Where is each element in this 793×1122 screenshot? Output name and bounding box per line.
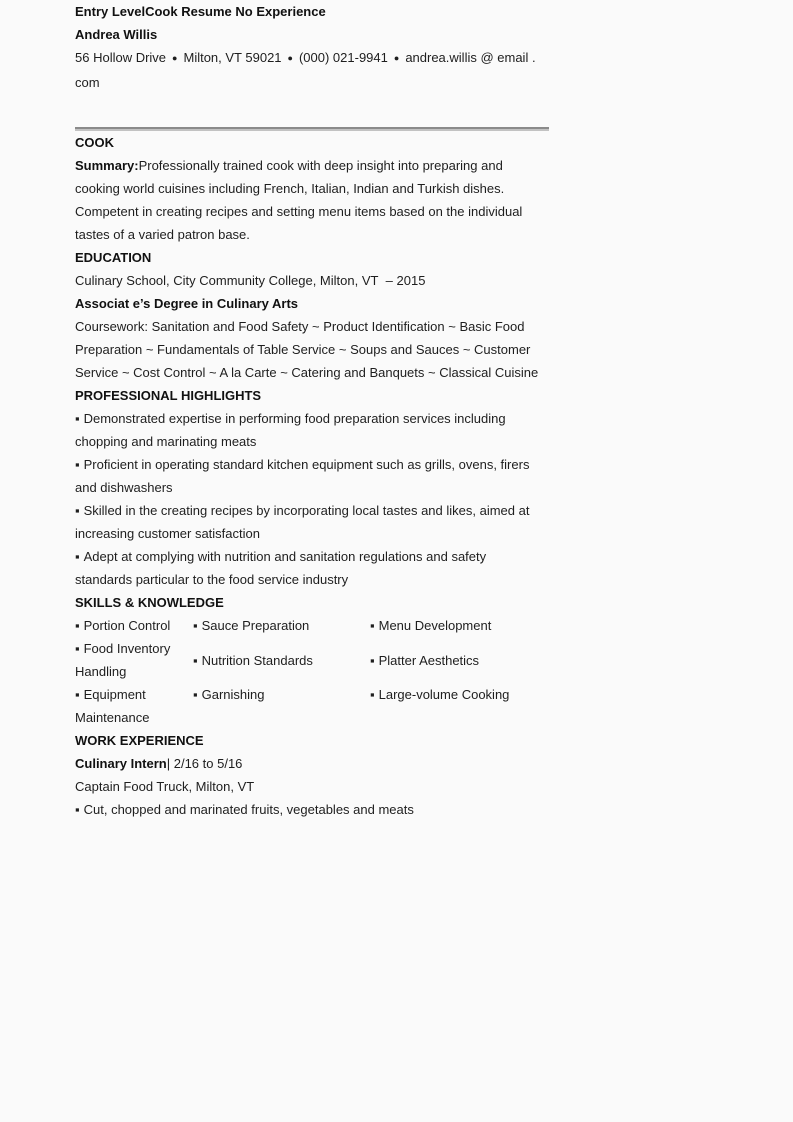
square-bullet-icon: ▪ xyxy=(193,652,198,668)
summary-text: Professionally trained cook with deep insight into preparing and cooking world cuisines including French, Italian, Indian and Turkish dishes. Competent in creating recipes and setting menu items based on the individual tastes of a varied patron base. xyxy=(75,158,523,242)
highlight-text: Proficient in operating standard kitchen equipment such as grills, ovens, firers and dishwashers xyxy=(75,457,530,495)
skill-item xyxy=(193,649,370,672)
skill-text: Platter Aesthetics xyxy=(378,652,480,668)
job-title-line xyxy=(75,752,545,775)
heading-skills-knowledge: SKILLS & KNOWLEDGE xyxy=(75,595,224,610)
bullet-separator-icon: ● xyxy=(393,53,400,63)
square-bullet-icon: ▪ xyxy=(75,687,80,702)
square-bullet-icon: ▪ xyxy=(370,652,375,668)
skill-text: Garnishing xyxy=(201,687,265,702)
contact-email: andrea.willis @ email . com xyxy=(75,50,536,90)
skill-item xyxy=(370,614,545,637)
square-bullet-icon: ▪ xyxy=(75,618,80,633)
highlight-item xyxy=(75,499,545,545)
skill-item xyxy=(75,637,193,683)
heading-professional-highlights: PROFESSIONAL HIGHLIGHTS xyxy=(75,388,262,403)
highlight-text: Adept at complying with nutrition and sanitation regulations and safety standards particular to the food service industry xyxy=(75,549,487,587)
square-bullet-icon: ▪ xyxy=(75,802,80,817)
job-employer: Captain Food Truck, Milton, VT xyxy=(75,779,255,794)
job-duty-item xyxy=(75,798,545,821)
job-duty-text: Cut, chopped and marinated fruits, vegetables and meats xyxy=(83,802,414,817)
skill-text: Sauce Preparation xyxy=(201,618,310,633)
job-dates: | 2/16 to 5/16 xyxy=(166,756,243,771)
skill-text: Portion Control xyxy=(83,618,171,633)
candidate-name: Andrea Willis xyxy=(75,27,158,42)
skill-item xyxy=(193,683,370,706)
skill-item xyxy=(370,683,545,706)
highlight-item xyxy=(75,545,545,591)
skill-text: Large-volume Cooking xyxy=(378,687,510,702)
skills-grid xyxy=(75,614,545,729)
contact-address: 56 Hollow Drive xyxy=(75,50,167,65)
heading-cook: COOK xyxy=(75,135,114,150)
page-title: Entry LevelCook Resume No Experience xyxy=(75,4,326,19)
skill-item xyxy=(75,683,193,729)
summary-paragraph xyxy=(75,154,545,246)
square-bullet-icon: ▪ xyxy=(370,687,375,702)
square-bullet-icon: ▪ xyxy=(75,503,80,518)
heading-work-experience: WORK EXPERIENCE xyxy=(75,733,204,748)
contact-line xyxy=(75,46,545,94)
skill-text: Nutrition Standards xyxy=(201,652,313,668)
contact-city: Milton, VT 59021 xyxy=(183,50,282,65)
heading-education: EDUCATION xyxy=(75,250,152,265)
square-bullet-icon: ▪ xyxy=(75,411,80,426)
skill-text: Menu Development xyxy=(378,618,492,633)
skill-text: Food Inventory Handling xyxy=(75,641,171,679)
highlight-text: Skilled in the creating recipes by incorporating local tastes and likes, aimed at increasing customer satisfaction xyxy=(75,503,530,541)
square-bullet-icon: ▪ xyxy=(193,618,198,633)
square-bullet-icon: ▪ xyxy=(370,618,375,633)
job-title: Culinary Intern xyxy=(75,756,167,771)
bullet-separator-icon: ● xyxy=(172,53,178,63)
square-bullet-icon: ▪ xyxy=(75,641,80,656)
summary-label: Summary: xyxy=(75,158,139,173)
education-school: Culinary School, City Community College, Milton, VT – 2015 xyxy=(75,273,426,288)
skill-item xyxy=(193,614,370,637)
highlight-item xyxy=(75,453,545,499)
skill-item xyxy=(75,614,193,637)
education-degree: Associat e’s Degree in Culinary Arts xyxy=(75,296,299,311)
skill-text: Equipment Maintenance xyxy=(75,687,150,725)
square-bullet-icon: ▪ xyxy=(75,457,80,472)
education-coursework: Coursework: Sanitation and Food Safety ~ Product Identification ~ Basic Food Preparation ~ Fundamentals of Table Service ~ Soups and Sauces ~ Customer Service ~ Cost Control ~ A la Carte ~ Catering and Banquets ~ Classical Cuisine xyxy=(75,319,539,380)
bullet-separator-icon: ● xyxy=(287,53,293,63)
resume-page xyxy=(75,0,545,821)
square-bullet-icon: ▪ xyxy=(193,687,198,702)
contact-phone: (000) 021-9941 xyxy=(298,50,388,65)
highlight-item xyxy=(75,407,545,453)
square-bullet-icon: ▪ xyxy=(75,549,80,564)
skill-item xyxy=(370,649,545,672)
highlight-text: Demonstrated expertise in performing food preparation services including chopping and marinating meats xyxy=(75,411,506,449)
